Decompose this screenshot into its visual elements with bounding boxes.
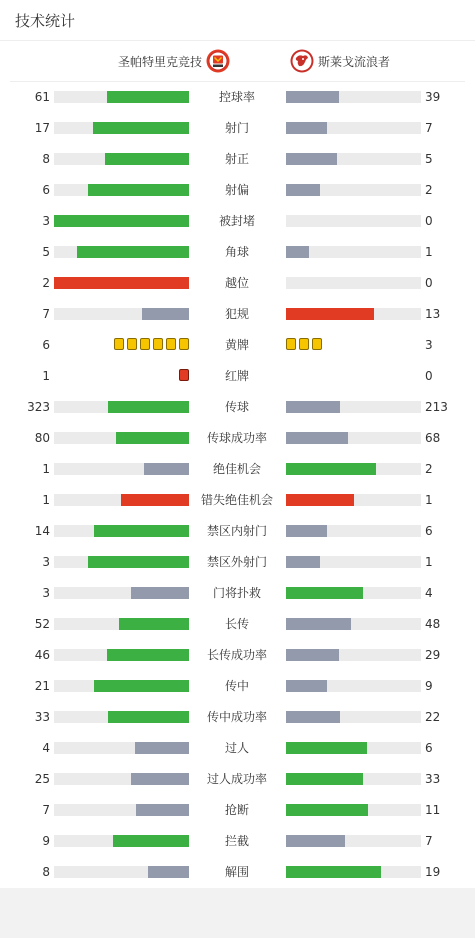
away-stat-bar-track (286, 742, 421, 754)
home-stat-bar-track (54, 153, 189, 165)
home-stat-value: 8 (42, 152, 50, 166)
home-stat-bar-track (54, 804, 189, 816)
stat-label: 过人成功率 (206, 772, 267, 786)
home-stat-value: 323 (27, 400, 50, 414)
home-stat-value: 3 (42, 555, 50, 569)
home-stat-bar-fill (77, 246, 189, 258)
home-team-name: 圣帕特里克竞技 (117, 54, 202, 69)
home-stat-bar-track (54, 308, 189, 320)
stat-label: 传球成功率 (206, 431, 267, 445)
yellow-card-icon (153, 338, 163, 350)
away-stat-bar-track (286, 866, 421, 878)
away-stat-value: 1 (425, 555, 433, 569)
away-stat-value: 213 (425, 400, 448, 414)
home-stat-value: 3 (42, 214, 50, 228)
stat-row (0, 428, 475, 448)
yellow-card-icon (299, 338, 309, 350)
stat-row (0, 552, 475, 572)
home-stat-value: 5 (42, 245, 50, 259)
away-stat-value: 29 (425, 648, 441, 662)
away-team-name: 斯莱戈流浪者 (318, 54, 391, 69)
home-stat-bar-fill (121, 494, 189, 506)
away-stat-value: 2 (425, 183, 433, 197)
home-stat-bar-track (54, 587, 189, 599)
away-stat-bar-fill (286, 463, 376, 475)
stat-row (0, 87, 475, 107)
home-stat-value: 21 (34, 679, 50, 693)
stat-label: 角球 (224, 245, 249, 259)
away-stat-value: 11 (425, 803, 441, 817)
away-stat-bar-fill (286, 308, 374, 320)
home-stat-bar-fill (108, 401, 189, 413)
away-stat-value: 6 (425, 741, 433, 755)
yellow-card-icon (127, 338, 137, 350)
home-stat-value: 2 (42, 276, 50, 290)
away-cards (286, 338, 322, 352)
home-stat-bar-track (54, 525, 189, 537)
stat-label: 过人 (224, 741, 249, 755)
away-stat-bar-track (286, 308, 421, 320)
home-stat-value: 3 (42, 586, 50, 600)
home-stat-bar-track (54, 184, 189, 196)
away-stat-bar-track (286, 91, 421, 103)
away-stat-value: 19 (425, 865, 441, 879)
away-stat-value: 48 (425, 617, 441, 631)
title-divider (0, 40, 475, 41)
away-stat-bar-track (286, 494, 421, 506)
home-stat-value: 80 (34, 431, 50, 445)
home-stat-value: 7 (42, 307, 50, 321)
away-stat-value: 0 (425, 369, 433, 383)
home-stat-value: 6 (42, 183, 50, 197)
stat-label: 被封堵 (218, 214, 255, 228)
home-stat-value: 1 (42, 493, 50, 507)
away-stat-value: 4 (425, 586, 433, 600)
home-stat-bar-fill (107, 91, 189, 103)
yellow-card-icon (166, 338, 176, 350)
home-stat-bar-fill (148, 866, 189, 878)
away-stat-value: 6 (425, 524, 433, 538)
away-stat-bar-fill (286, 494, 354, 506)
home-stat-bar-fill (131, 773, 189, 785)
stat-row (0, 707, 475, 727)
away-stat-value: 5 (425, 152, 433, 166)
away-stat-bar-track (286, 711, 421, 723)
away-stat-bar-track (286, 773, 421, 785)
away-stat-bar-track (286, 122, 421, 134)
home-stat-bar-fill (94, 525, 189, 537)
away-stat-bar-fill (286, 153, 337, 165)
home-stat-value: 61 (34, 90, 50, 104)
home-stat-bar-fill (116, 432, 189, 444)
home-stat-bar-track (54, 773, 189, 785)
stat-label: 错失绝佳机会 (200, 493, 273, 507)
away-stat-bar-fill (286, 649, 339, 661)
away-stat-value: 0 (425, 214, 433, 228)
stat-row (0, 242, 475, 262)
home-stat-bar-track (54, 556, 189, 568)
home-stat-value: 52 (34, 617, 50, 631)
home-stat-value: 14 (34, 524, 50, 538)
stat-label: 传中成功率 (206, 710, 267, 724)
home-stat-bar-track (54, 432, 189, 444)
stat-row (0, 490, 475, 510)
away-stat-bar-track (286, 556, 421, 568)
home-stat-value: 4 (42, 741, 50, 755)
away-stat-bar-track (286, 680, 421, 692)
home-stat-bar-fill (136, 804, 189, 816)
away-stat-bar-fill (286, 773, 363, 785)
away-stat-value: 33 (425, 772, 441, 786)
away-stat-bar-track (286, 432, 421, 444)
away-stat-bar-fill (286, 680, 327, 692)
home-stat-bar-fill (142, 308, 189, 320)
home-stat-bar-fill (93, 122, 189, 134)
home-stat-bar-track (54, 680, 189, 692)
home-stat-bar-track (54, 91, 189, 103)
home-stat-bar-track (54, 866, 189, 878)
away-stat-bar-fill (286, 618, 351, 630)
home-stat-bar-fill (105, 153, 189, 165)
home-stat-value: 7 (42, 803, 50, 817)
home-stat-bar-fill (107, 649, 189, 661)
home-stat-bar-track (54, 215, 189, 227)
yellow-card-icon (140, 338, 150, 350)
stat-row (0, 800, 475, 820)
home-stat-bar-fill (131, 587, 189, 599)
stat-label: 射偏 (224, 183, 249, 197)
stat-label: 犯规 (224, 307, 249, 321)
home-stat-value: 17 (34, 121, 50, 135)
away-stat-value: 68 (425, 431, 441, 445)
home-stat-bar-track (54, 618, 189, 630)
stat-label: 传中 (224, 679, 249, 693)
home-stat-bar-track (54, 246, 189, 258)
stat-row (0, 676, 475, 696)
away-stat-bar-fill (286, 835, 345, 847)
stat-row (0, 211, 475, 231)
stat-label: 红牌 (224, 369, 249, 383)
home-stat-bar-fill (54, 215, 189, 227)
stat-row (0, 521, 475, 541)
home-stat-bar-track (54, 494, 189, 506)
yellow-card-icon (179, 338, 189, 350)
stat-row (0, 304, 475, 324)
stat-label: 绝佳机会 (212, 462, 261, 476)
away-stat-value: 3 (425, 338, 433, 352)
stat-label: 门将扑救 (212, 586, 261, 600)
home-team-header (118, 49, 230, 73)
home-stat-bar-fill (88, 184, 189, 196)
page-title: 技术统计 (15, 12, 76, 30)
away-stat-bar-fill (286, 91, 339, 103)
stat-row (0, 769, 475, 789)
away-stat-bar-track (286, 215, 421, 227)
stat-row (0, 831, 475, 851)
home-stat-bar-fill (54, 277, 189, 289)
away-stat-bar-track (286, 649, 421, 661)
away-stat-bar-track (286, 184, 421, 196)
away-stat-value: 0 (425, 276, 433, 290)
home-stat-bar-fill (144, 463, 189, 475)
away-stat-value: 1 (425, 245, 433, 259)
home-stat-value: 1 (42, 369, 50, 383)
away-stat-bar-fill (286, 711, 340, 723)
st-pats-crest-icon (206, 49, 230, 73)
stat-row (0, 614, 475, 634)
home-stat-value: 6 (42, 338, 50, 352)
sligo-rovers-crest-icon (290, 49, 314, 73)
home-stat-bar-fill (113, 835, 189, 847)
away-stat-bar-fill (286, 122, 327, 134)
home-cards (179, 369, 189, 383)
home-stat-bar-fill (94, 680, 189, 692)
home-stat-bar-track (54, 277, 189, 289)
stat-row (0, 335, 475, 355)
stat-label: 长传成功率 (206, 648, 267, 662)
yellow-card-icon (312, 338, 322, 350)
home-stat-value: 8 (42, 865, 50, 879)
home-stat-bar-fill (88, 556, 189, 568)
teams-divider (10, 81, 465, 82)
away-stat-bar-track (286, 277, 421, 289)
stat-label: 禁区内射门 (206, 524, 267, 538)
home-stat-bar-track (54, 649, 189, 661)
home-cards (114, 338, 189, 352)
away-stat-value: 9 (425, 679, 433, 693)
stat-row (0, 397, 475, 417)
away-stat-value: 7 (425, 121, 433, 135)
away-stat-bar-fill (286, 742, 367, 754)
away-stat-value: 1 (425, 493, 433, 507)
home-stat-value: 1 (42, 462, 50, 476)
away-stat-bar-fill (286, 866, 381, 878)
stat-row (0, 738, 475, 758)
away-stat-bar-track (286, 401, 421, 413)
home-stat-bar-track (54, 835, 189, 847)
home-stat-value: 9 (42, 834, 50, 848)
away-stat-bar-fill (286, 556, 320, 568)
away-stat-bar-track (286, 463, 421, 475)
home-stat-bar-track (54, 122, 189, 134)
away-stat-bar-track (286, 804, 421, 816)
away-stat-bar-track (286, 525, 421, 537)
home-stat-bar-fill (135, 742, 189, 754)
red-card-icon (179, 369, 189, 381)
stat-row (0, 149, 475, 169)
away-stat-bar-fill (286, 401, 340, 413)
home-stat-bar-track (54, 463, 189, 475)
stat-row (0, 273, 475, 293)
stat-row (0, 118, 475, 138)
away-stat-bar-track (286, 835, 421, 847)
stat-label: 控球率 (218, 90, 255, 104)
away-stat-bar-track (286, 618, 421, 630)
stat-row (0, 862, 475, 882)
stat-label: 越位 (224, 276, 249, 290)
away-stat-value: 2 (425, 462, 433, 476)
home-stat-value: 25 (34, 772, 50, 786)
stat-label: 禁区外射门 (206, 555, 267, 569)
away-stat-bar-fill (286, 587, 363, 599)
away-stat-bar-track (286, 153, 421, 165)
home-stat-value: 33 (34, 710, 50, 724)
away-stat-bar-fill (286, 432, 348, 444)
away-stat-value: 7 (425, 834, 433, 848)
yellow-card-icon (286, 338, 296, 350)
stat-row (0, 180, 475, 200)
away-stat-value: 39 (425, 90, 441, 104)
away-stat-value: 22 (425, 710, 441, 724)
home-stat-bar-track (54, 711, 189, 723)
stat-label: 射门 (224, 121, 249, 135)
stat-label: 长传 (224, 617, 249, 631)
away-stat-bar-fill (286, 804, 368, 816)
stat-row (0, 583, 475, 603)
home-stat-value: 46 (34, 648, 50, 662)
stat-label: 抢断 (224, 803, 249, 817)
stat-row (0, 366, 475, 386)
yellow-card-icon (114, 338, 124, 350)
away-team-header (290, 49, 390, 73)
stat-label: 射正 (224, 152, 249, 166)
stat-row (0, 645, 475, 665)
stat-label: 黄牌 (224, 338, 249, 352)
away-stat-value: 13 (425, 307, 441, 321)
away-stat-bar-track (286, 246, 421, 258)
away-stat-bar-fill (286, 525, 327, 537)
stat-label: 拦截 (224, 834, 249, 848)
stat-row (0, 459, 475, 479)
home-stat-bar-track (54, 742, 189, 754)
home-stat-bar-fill (119, 618, 189, 630)
stat-label: 传球 (224, 400, 249, 414)
home-stat-bar-fill (108, 711, 189, 723)
away-stat-bar-fill (286, 184, 320, 196)
home-stat-bar-track (54, 401, 189, 413)
stat-label: 解围 (224, 865, 249, 879)
away-stat-bar-track (286, 587, 421, 599)
away-stat-bar-fill (286, 246, 309, 258)
